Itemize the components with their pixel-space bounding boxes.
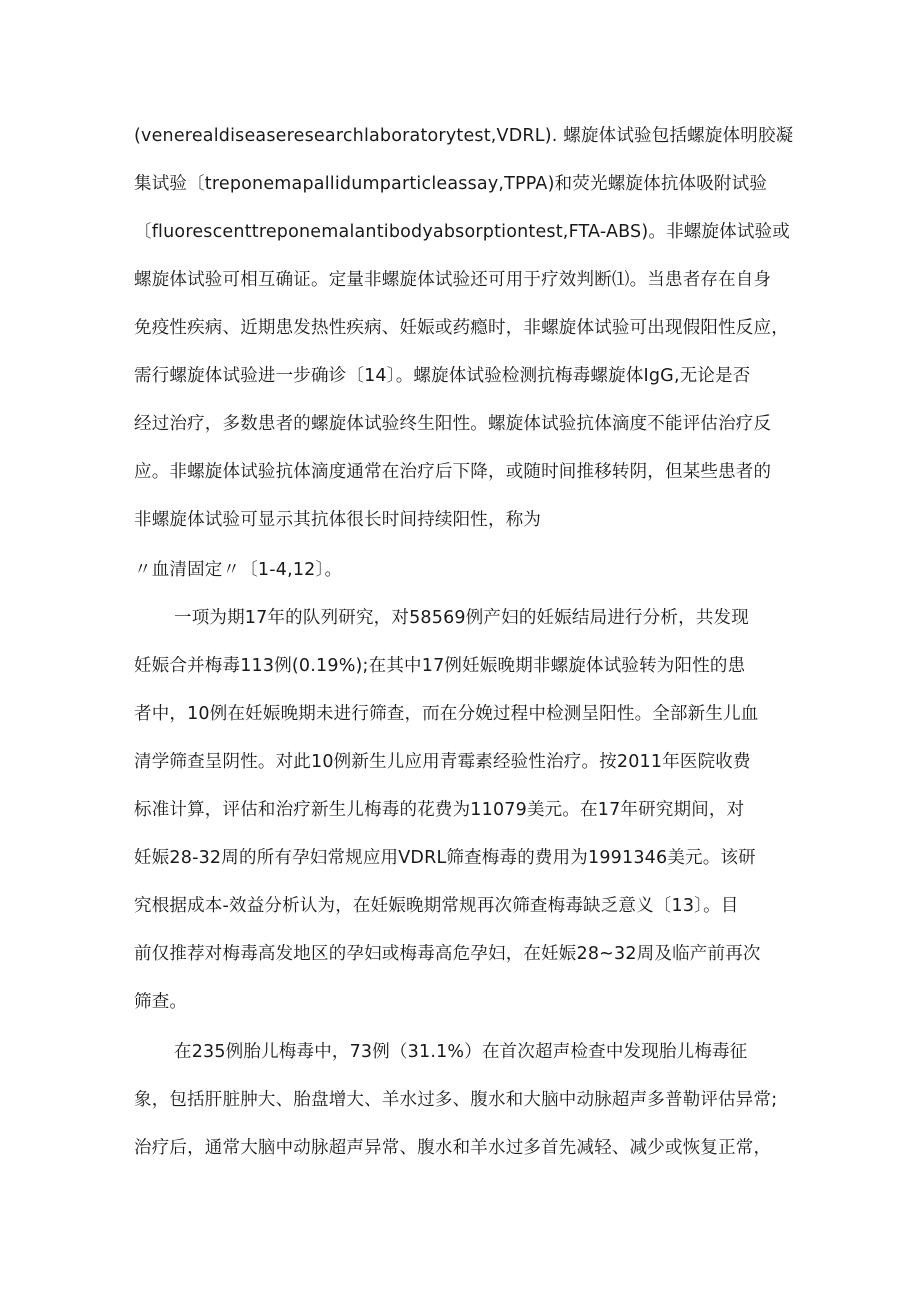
text-line: 〃血清固定〃〔1-4,12〕。 [134, 560, 343, 580]
text-line: 免疫性疾病、近期患发热性疾病、妊娠或药瘾时，非螺旋体试验可出现假阳性反应， [134, 318, 789, 338]
text-line: 螺旋体试验可相互确证。定量非螺旋体试验还可用于疗效判断⑴。当患者存在自身 [134, 270, 772, 290]
text-line: (venerealdiseaseresearchlaboratorytest,VDRL). 螺旋体试验包括螺旋体明胶凝 [134, 126, 794, 146]
text-line: 妊娠合并梅毒113例(0.19%);在其中17例妊娠晚期非螺旋体试验转为阳性的患 [134, 656, 746, 676]
text-line: 〔fluorescenttreponemalantibodyabsorptiontest,FTA-ABS)。非螺旋体试验或 [134, 222, 790, 242]
text-line: 在235例胎儿梅毒中，73例（31.1%）在首次超声检查中发现胎儿梅毒征 [174, 1042, 748, 1062]
text-line: 非螺旋体试验可显示其抗体很长时间持续阳性，称为 [134, 510, 542, 530]
text-line: 妊娠28-32周的所有孕妇常规应用VDRL筛查梅毒的费用为1991346美元。该研 [134, 848, 756, 868]
text-line: 者中，10例在妊娠晚期未进行筛查，而在分娩过程中检测呈阳性。全部新生儿血 [134, 704, 759, 724]
text-line: 治疗后，通常大脑中动脉超声异常、腹水和羊水过多首先减轻、减少或恢复正常， [134, 1138, 772, 1158]
text-line: 象，包括肝脏肿大、胎盘增大、羊水过多、腹水和大脑中动脉超声多普勒评估异常; [134, 1090, 778, 1110]
text-line: 前仅推荐对梅毒高发地区的孕妇或梅毒高危孕妇，在妊娠28~32周及临产前再次 [134, 944, 761, 964]
text-line: 标准计算，评估和治疗新生儿梅毒的花费为11079美元。在17年研究期间，对 [134, 800, 745, 820]
text-line: 集试验〔treponemapallidumparticleassay,TPPA)和荧光螺旋体抗体吸附试验 [134, 174, 768, 194]
text-line: 究根据成本-效益分析认为，在妊娠晚期常规再次筛查梅毒缺乏意义〔13〕。目 [134, 896, 739, 916]
text-line: 一项为期17年的队列研究，对58569例产妇的妊娠结局进行分析，共发现 [174, 608, 749, 628]
text-line: 筛查。 [134, 992, 188, 1012]
text-line: 清学筛查呈阴性。对此10例新生儿应用青霉素经验性治疗。按2011年医院收费 [134, 752, 751, 772]
text-line: 需行螺旋体试验进一步确诊〔14〕。螺旋体试验检测抗梅毒螺旋体IgG,无论是否 [134, 366, 751, 386]
text-line: 经过治疗，多数患者的螺旋体试验终生阳性。螺旋体试验抗体滴度不能评估治疗反 [134, 414, 772, 434]
text-line: 应。非螺旋体试验抗体滴度通常在治疗后下降，或随时间推移转阴，但某些患者的 [134, 462, 772, 482]
